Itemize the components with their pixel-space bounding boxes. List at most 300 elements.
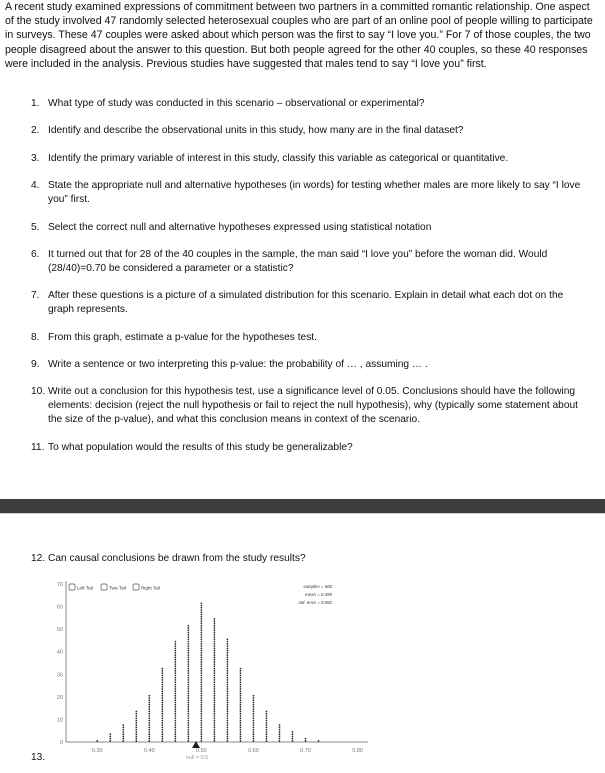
dot	[135, 733, 137, 735]
dot	[188, 645, 190, 647]
dot	[201, 715, 203, 717]
dot	[174, 690, 176, 692]
dot	[227, 657, 229, 659]
dot	[188, 688, 190, 690]
dot	[240, 675, 242, 677]
dot	[201, 733, 203, 735]
dot	[227, 663, 229, 665]
dot	[253, 729, 255, 731]
dot	[188, 695, 190, 697]
dot	[161, 668, 163, 670]
dot	[174, 654, 176, 656]
dot	[135, 724, 137, 726]
two-tail-checkbox[interactable]	[101, 584, 107, 590]
dot	[214, 641, 216, 643]
dot	[292, 733, 294, 735]
dot	[240, 726, 242, 728]
dot	[148, 704, 150, 706]
question-item	[31, 441, 587, 455]
dot	[174, 695, 176, 697]
dot	[253, 713, 255, 715]
dot	[240, 688, 242, 690]
dot	[201, 695, 203, 697]
dot	[227, 738, 229, 740]
dot	[174, 641, 176, 643]
dot	[240, 704, 242, 706]
dot	[188, 663, 190, 665]
dot	[174, 661, 176, 663]
dot	[174, 733, 176, 735]
question-item	[31, 124, 587, 138]
dot	[227, 699, 229, 701]
dot	[227, 654, 229, 656]
dot	[214, 708, 216, 710]
dot	[122, 729, 124, 731]
dot	[227, 702, 229, 704]
dot	[201, 625, 203, 627]
x-tick-label: 0.70	[300, 748, 311, 754]
dot	[266, 733, 268, 735]
dot	[148, 702, 150, 704]
dot	[240, 711, 242, 713]
dot	[201, 684, 203, 686]
dot	[148, 724, 150, 726]
dot	[240, 699, 242, 701]
dot	[201, 720, 203, 722]
dot	[227, 681, 229, 683]
dot	[174, 720, 176, 722]
dot	[253, 699, 255, 701]
question-number: 11.	[31, 442, 45, 453]
dot	[188, 634, 190, 636]
dot	[240, 724, 242, 726]
dot	[188, 643, 190, 645]
dot	[188, 629, 190, 631]
dot	[201, 614, 203, 616]
summary-stats	[298, 584, 332, 605]
question-number: 12.	[31, 553, 46, 564]
dot	[214, 679, 216, 681]
dot	[201, 736, 203, 738]
dot	[214, 729, 216, 731]
dot	[214, 722, 216, 724]
dot	[266, 729, 268, 731]
dot	[161, 688, 163, 690]
dot	[148, 713, 150, 715]
dot	[214, 672, 216, 674]
question-number: 9.	[31, 359, 40, 370]
dot	[135, 713, 137, 715]
x-tick-labels	[92, 748, 363, 754]
dot	[188, 641, 190, 643]
dot	[279, 740, 281, 742]
dot	[266, 713, 268, 715]
dot	[174, 684, 176, 686]
dot	[253, 706, 255, 708]
dot	[227, 672, 229, 674]
dot	[214, 654, 216, 656]
tail-options	[69, 584, 160, 591]
dot	[253, 736, 255, 738]
question-text: Identify and describe the observational units in this study, how many are in the final dataset?	[48, 125, 464, 136]
dot	[214, 733, 216, 735]
dot	[292, 731, 294, 733]
dot	[253, 738, 255, 740]
dot	[174, 708, 176, 710]
dot	[135, 717, 137, 719]
dot	[174, 650, 176, 652]
dot	[201, 636, 203, 638]
y-tick-labels	[57, 582, 63, 746]
dot	[135, 740, 137, 742]
dot	[174, 711, 176, 713]
dot	[227, 647, 229, 649]
dot	[122, 724, 124, 726]
dot	[161, 679, 163, 681]
dot	[227, 693, 229, 695]
dot	[227, 731, 229, 733]
dot	[188, 657, 190, 659]
y-tick-label: 30	[56, 672, 63, 679]
dot-column	[161, 668, 163, 742]
dot	[174, 647, 176, 649]
dot	[161, 695, 163, 697]
dot	[214, 670, 216, 672]
dot	[201, 629, 203, 631]
dot	[188, 679, 190, 681]
dot	[201, 623, 203, 625]
left-tail-checkbox[interactable]	[69, 584, 75, 590]
dot	[214, 666, 216, 668]
dot	[201, 654, 203, 656]
dot	[240, 686, 242, 688]
dot	[253, 704, 255, 706]
question-item	[31, 221, 587, 235]
dot	[174, 666, 176, 668]
dot	[266, 731, 268, 733]
dot	[161, 702, 163, 704]
dot	[201, 641, 203, 643]
dot	[174, 702, 176, 704]
dot	[227, 729, 229, 731]
two-tail-label: Two-Tail	[109, 585, 126, 591]
question-text: State the appropriate null and alternative hypotheses (in words) for testing whether males are more likely to say “I love you” first.	[48, 180, 581, 206]
question-text: What type of study was conducted in this scenario – observational or experimental?	[48, 98, 425, 109]
dot	[214, 693, 216, 695]
dot	[201, 722, 203, 724]
dot	[188, 650, 190, 652]
dot	[214, 711, 216, 713]
dot	[227, 720, 229, 722]
dot	[201, 616, 203, 618]
dot	[161, 690, 163, 692]
dot	[201, 677, 203, 679]
dot	[214, 724, 216, 726]
x-tick-label: 0.30	[91, 748, 103, 754]
dot	[253, 731, 255, 733]
dot	[174, 686, 176, 688]
dot	[266, 717, 268, 719]
dot	[161, 672, 163, 674]
dot	[240, 715, 242, 717]
dot	[240, 736, 242, 738]
question-item	[31, 552, 587, 566]
dot	[174, 713, 176, 715]
dot	[174, 738, 176, 740]
dot	[214, 720, 216, 722]
dot	[188, 731, 190, 733]
dot	[96, 740, 98, 742]
dot	[201, 620, 203, 622]
y-tick-label: 0	[59, 740, 63, 746]
dot	[188, 706, 190, 708]
dot	[201, 618, 203, 620]
dot	[109, 740, 111, 742]
dot	[240, 733, 242, 735]
dot	[174, 643, 176, 645]
dot	[201, 643, 203, 645]
dot	[253, 740, 255, 742]
dot	[214, 636, 216, 638]
question-number: 1.	[31, 98, 40, 109]
dot	[161, 722, 163, 724]
dot	[161, 738, 163, 740]
dot	[188, 717, 190, 719]
dot	[227, 688, 229, 690]
dot	[253, 711, 255, 713]
dot	[174, 706, 176, 708]
dot-column	[292, 731, 294, 742]
dot	[201, 713, 203, 715]
dot	[201, 699, 203, 701]
dot	[240, 668, 242, 670]
dot	[201, 661, 203, 663]
dot	[214, 713, 216, 715]
dot	[240, 690, 242, 692]
dot	[227, 704, 229, 706]
dot	[135, 711, 137, 713]
dot	[201, 690, 203, 692]
dot	[279, 738, 281, 740]
dot	[253, 733, 255, 735]
dot	[240, 695, 242, 697]
question-item	[31, 358, 587, 372]
dot	[148, 738, 150, 740]
dot	[227, 706, 229, 708]
dot	[227, 715, 229, 717]
dot	[240, 681, 242, 683]
dot	[188, 740, 190, 742]
samples-stat: samples = 500	[303, 584, 332, 589]
dot	[188, 668, 190, 670]
dot	[188, 672, 190, 674]
dot	[201, 670, 203, 672]
dot	[174, 672, 176, 674]
dot	[188, 690, 190, 692]
dot	[148, 699, 150, 701]
question-number: 4.	[31, 180, 40, 191]
dot	[214, 650, 216, 652]
dot	[240, 679, 242, 681]
dot	[214, 731, 216, 733]
dot	[188, 736, 190, 738]
question-item	[31, 248, 587, 276]
dot	[214, 738, 216, 740]
dot	[161, 729, 163, 731]
dot	[174, 729, 176, 731]
dot	[201, 652, 203, 654]
dot	[201, 704, 203, 706]
x-tick-label: 0.60	[248, 748, 259, 754]
question-text: Can causal conclusions be drawn from the study results?	[48, 553, 306, 564]
dot	[279, 724, 281, 726]
x-axis	[66, 742, 368, 754]
dot	[266, 738, 268, 740]
dot	[201, 659, 203, 661]
question-item	[31, 179, 587, 207]
dot	[188, 715, 190, 717]
dot	[253, 702, 255, 704]
dot	[109, 738, 111, 740]
dot	[122, 740, 124, 742]
dot	[201, 675, 203, 677]
dot	[214, 681, 216, 683]
dot	[201, 711, 203, 713]
dot	[214, 647, 216, 649]
null-label: null = 0.5	[185, 755, 209, 761]
dot	[188, 704, 190, 706]
question-text: Identify the primary variable of interest in this study, classify this variable as categorical or quantitative.	[48, 153, 509, 164]
dot-column	[240, 668, 242, 742]
dot	[214, 675, 216, 677]
y-tick-label: 40	[56, 649, 63, 656]
dot	[148, 695, 150, 697]
right-tail-checkbox[interactable]	[133, 584, 139, 590]
dot	[227, 650, 229, 652]
dot	[188, 729, 190, 731]
dot	[214, 618, 216, 620]
dot	[174, 697, 176, 699]
dot	[161, 720, 163, 722]
dot	[227, 717, 229, 719]
dot	[214, 659, 216, 661]
dot	[214, 704, 216, 706]
dot	[214, 623, 216, 625]
dot	[161, 681, 163, 683]
dot	[201, 663, 203, 665]
dot	[201, 638, 203, 640]
dot	[253, 726, 255, 728]
dot	[227, 722, 229, 724]
dot	[227, 690, 229, 692]
dot	[161, 717, 163, 719]
std-error-stat: std. error = 0.082	[298, 600, 332, 605]
dot	[148, 706, 150, 708]
dot	[201, 688, 203, 690]
dot-column	[279, 724, 281, 742]
dot	[201, 666, 203, 668]
right-tail-option[interactable]	[133, 584, 160, 591]
two-tail-option[interactable]	[101, 584, 126, 591]
dot	[201, 650, 203, 652]
dot	[253, 695, 255, 697]
dot-column	[122, 724, 124, 742]
dot	[253, 724, 255, 726]
dot	[161, 733, 163, 735]
dot	[201, 724, 203, 726]
dot	[214, 690, 216, 692]
y-tick-label: 20	[56, 694, 63, 701]
dot	[188, 638, 190, 640]
dot	[214, 684, 216, 686]
dot	[174, 677, 176, 679]
dot	[240, 717, 242, 719]
dot	[148, 708, 150, 710]
y-tick-label: 70	[56, 582, 63, 588]
dot	[240, 708, 242, 710]
dot	[188, 684, 190, 686]
left-tail-option[interactable]	[69, 584, 93, 591]
dot	[214, 697, 216, 699]
dot-columns	[96, 602, 319, 741]
dot	[214, 740, 216, 742]
dot	[227, 726, 229, 728]
dot	[292, 738, 294, 740]
dot	[201, 609, 203, 611]
dot	[188, 647, 190, 649]
dot	[201, 627, 203, 629]
dot	[188, 625, 190, 627]
dot	[174, 693, 176, 695]
dot	[135, 715, 137, 717]
dot	[148, 736, 150, 738]
dot	[227, 684, 229, 686]
dot	[201, 717, 203, 719]
dot-column	[266, 711, 268, 742]
dot	[148, 715, 150, 717]
dot	[214, 652, 216, 654]
dot	[148, 740, 150, 742]
dot	[109, 733, 111, 735]
dot	[201, 729, 203, 731]
dot	[201, 702, 203, 704]
dot	[318, 740, 320, 742]
dot	[214, 677, 216, 679]
dot	[174, 736, 176, 738]
question-text: From this graph, estimate a p-value for the hypotheses test.	[48, 332, 317, 343]
dot	[188, 661, 190, 663]
dot	[174, 663, 176, 665]
dot	[201, 686, 203, 688]
dot	[214, 627, 216, 629]
dot	[201, 605, 203, 607]
dot	[227, 724, 229, 726]
dot	[174, 668, 176, 670]
question-text: It turned out that for 28 of the 40 couples in the sample, the man said “I love you” before the woman did. Would (28/40)=0.70 be considered a parameter or a statistic?	[48, 249, 548, 275]
dot	[161, 724, 163, 726]
dot	[161, 731, 163, 733]
dot	[240, 722, 242, 724]
dot	[214, 668, 216, 670]
dot	[305, 738, 307, 740]
dot	[201, 740, 203, 742]
question-text: Select the correct null and alternative hypotheses expressed using statistical notation	[48, 222, 432, 233]
dot	[148, 731, 150, 733]
dot	[201, 607, 203, 609]
dot	[161, 704, 163, 706]
dot-column	[148, 695, 150, 742]
dot	[188, 632, 190, 634]
